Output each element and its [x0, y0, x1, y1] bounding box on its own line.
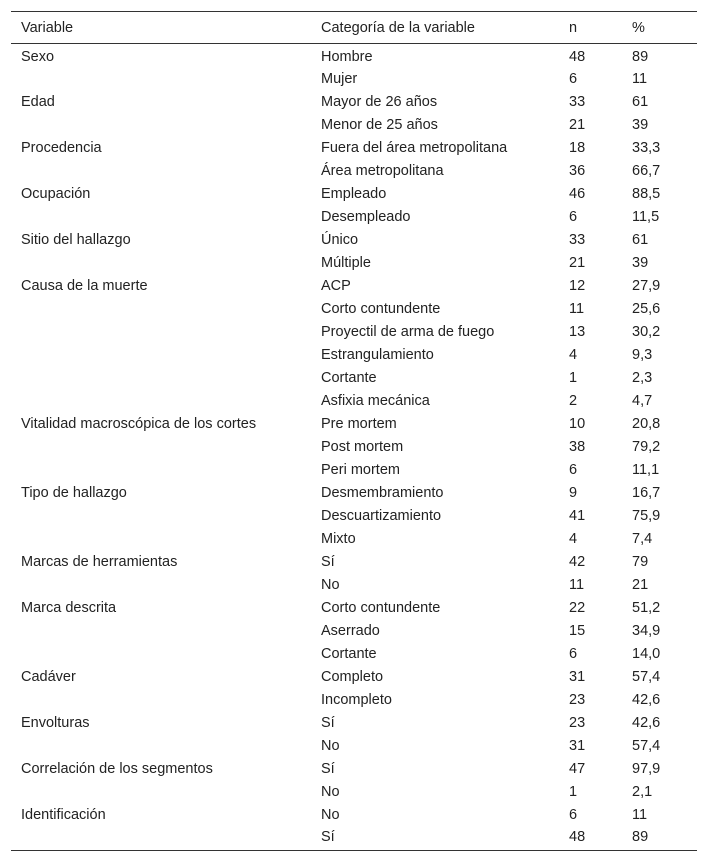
cell-percent: 14,0 — [632, 645, 661, 662]
cell-n: 38 — [569, 438, 586, 455]
cell-category: Corto contundente — [321, 300, 441, 317]
table-row — [11, 711, 697, 734]
cell-percent: 75,9 — [632, 507, 661, 524]
cell-category: Cortante — [321, 369, 377, 386]
table-row — [11, 366, 697, 389]
cell-category: Pre mortem — [321, 415, 397, 432]
cell-category: Peri mortem — [321, 461, 400, 478]
cell-percent: 21 — [632, 576, 649, 593]
cell-percent: 11 — [632, 70, 648, 87]
table-row — [11, 504, 697, 527]
cell-percent: 11,1 — [632, 461, 660, 478]
cell-percent: 97,9 — [632, 760, 661, 777]
cell-percent: 51,2 — [632, 599, 661, 616]
cell-category: No — [321, 783, 340, 800]
cell-variable: Correlación de los segmentos — [21, 760, 213, 777]
cell-percent: 33,3 — [632, 139, 661, 156]
cell-percent: 88,5 — [632, 185, 661, 202]
data-table-container — [11, 11, 697, 851]
table-row — [11, 205, 697, 228]
cell-variable — [11, 435, 311, 458]
table-header — [11, 12, 697, 44]
table-row — [11, 481, 697, 504]
cell-category: Sí — [321, 714, 335, 731]
cell-n: 48 — [569, 49, 586, 65]
table-row — [11, 619, 697, 642]
cell-category: Área metropolitana — [321, 162, 444, 179]
cell-n: 4 — [569, 530, 578, 547]
cell-n: 23 — [569, 714, 586, 731]
cell-category: Sí — [321, 553, 335, 570]
table-row — [11, 182, 697, 205]
cell-n: 15 — [569, 622, 586, 639]
table-row — [11, 113, 697, 136]
cell-n: 11 — [569, 300, 585, 317]
table-row — [11, 136, 697, 159]
cell-category: No — [321, 737, 340, 754]
cell-n: 6 — [569, 461, 578, 478]
cell-category: ACP — [321, 277, 351, 294]
cell-n: 31 — [569, 668, 586, 685]
cell-category: Proyectil de arma de fuego — [321, 323, 495, 340]
cell-variable — [11, 619, 311, 642]
cell-n: 11 — [569, 576, 585, 593]
cell-percent: 11,5 — [632, 208, 660, 225]
cell-percent: 27,9 — [632, 277, 661, 294]
cell-n: 10 — [569, 415, 586, 432]
cell-n: 42 — [569, 553, 586, 570]
cell-percent: 25,6 — [632, 300, 661, 317]
cell-n: 22 — [569, 599, 586, 616]
cell-variable: Tipo de hallazgo — [21, 484, 127, 501]
cell-percent: 57,4 — [632, 668, 661, 685]
cell-percent: 61 — [632, 231, 649, 248]
cell-category: Asfixia mecánica — [321, 392, 430, 409]
cell-category: Desempleado — [321, 208, 411, 225]
cell-n: 13 — [569, 323, 586, 340]
cell-n: 1 — [569, 783, 578, 800]
header-percent: % — [622, 12, 697, 44]
header-variable: Variable — [11, 12, 311, 44]
cell-variable — [11, 389, 311, 412]
cell-category: Corto contundente — [321, 599, 441, 616]
cell-percent: 61 — [632, 93, 649, 110]
table-row — [11, 780, 697, 803]
cell-category: No — [321, 806, 340, 823]
cell-percent: 89 — [632, 49, 649, 65]
cell-variable — [11, 504, 311, 527]
cell-percent: 42,6 — [632, 714, 661, 731]
table-row — [11, 274, 697, 297]
cell-n: 46 — [569, 185, 586, 202]
table-row — [11, 159, 697, 182]
cell-variable — [11, 527, 311, 550]
table-row — [11, 688, 697, 711]
cell-variable: Procedencia — [21, 139, 102, 156]
cell-category: Estrangulamiento — [321, 346, 434, 363]
cell-percent: 79 — [632, 553, 649, 570]
cell-n: 33 — [569, 93, 586, 110]
table-row — [11, 297, 697, 320]
cell-category: Único — [321, 231, 359, 248]
cell-category: Sí — [321, 760, 335, 777]
cell-variable — [11, 826, 311, 851]
cell-percent: 16,7 — [632, 484, 661, 501]
cell-category: Menor de 25 años — [321, 116, 438, 133]
cell-percent: 9,3 — [632, 346, 653, 363]
cell-percent: 39 — [632, 116, 649, 133]
table-row — [11, 389, 697, 412]
cell-n: 2 — [569, 392, 578, 409]
cell-n: 21 — [569, 116, 586, 133]
cell-category: Fuera del área metropolitana — [321, 139, 508, 156]
cell-percent: 66,7 — [632, 162, 661, 179]
header-category: Categoría de la variable — [311, 12, 559, 44]
cell-percent: 89 — [622, 826, 697, 851]
table-row — [11, 320, 697, 343]
cell-percent: 34,9 — [632, 622, 661, 639]
cell-percent: 2,3 — [632, 369, 653, 386]
cell-category: Completo — [321, 668, 384, 685]
cell-variable — [11, 67, 311, 90]
cell-variable — [11, 343, 311, 366]
table-row — [11, 458, 697, 481]
cell-n: 48 — [559, 826, 622, 851]
cell-category: Incompleto — [321, 691, 392, 708]
cell-percent: 42,6 — [632, 691, 661, 708]
cell-category: Cortante — [321, 645, 377, 662]
cell-percent: 20,8 — [632, 415, 661, 432]
cell-percent: 4,7 — [632, 392, 653, 409]
cell-category: Descuartizamiento — [321, 507, 442, 524]
table-row — [11, 44, 697, 68]
cell-percent: 57,4 — [632, 737, 661, 754]
cell-category: Post mortem — [321, 438, 404, 455]
header-row — [11, 12, 697, 44]
cell-variable — [11, 573, 311, 596]
table-row — [11, 642, 697, 665]
cell-variable: Envolturas — [21, 714, 90, 731]
cell-n: 41 — [569, 507, 586, 524]
cell-variable: Sexo — [21, 49, 55, 65]
cell-n: 33 — [569, 231, 586, 248]
cell-percent: 11 — [632, 806, 648, 823]
cell-variable — [11, 688, 311, 711]
cell-variable — [11, 642, 311, 665]
cell-percent: 7,4 — [632, 530, 653, 547]
cell-variable: Marcas de herramientas — [21, 553, 178, 570]
cell-n: 6 — [569, 645, 578, 662]
data-table — [11, 11, 697, 851]
cell-variable — [11, 205, 311, 228]
table-row — [11, 90, 697, 113]
cell-variable — [11, 113, 311, 136]
cell-variable: Edad — [21, 93, 55, 110]
cell-variable: Cadáver — [21, 668, 76, 685]
cell-variable: Causa de la muerte — [21, 277, 148, 294]
table-row — [11, 527, 697, 550]
cell-n: 1 — [569, 369, 578, 386]
cell-variable: Sitio del hallazgo — [21, 231, 131, 248]
cell-category: Mujer — [321, 70, 358, 87]
cell-category: Aserrado — [321, 622, 380, 639]
cell-variable: Ocupación — [21, 185, 91, 202]
cell-category: Desmembramiento — [321, 484, 444, 501]
table-row — [11, 550, 697, 573]
cell-n: 47 — [569, 760, 586, 777]
cell-n: 4 — [569, 346, 578, 363]
table-row — [11, 665, 697, 688]
cell-variable: Vitalidad macroscópica de los cortes — [21, 415, 257, 432]
cell-n: 6 — [569, 208, 578, 225]
cell-category: Hombre — [321, 49, 373, 65]
table-row — [11, 734, 697, 757]
cell-n: 23 — [569, 691, 586, 708]
cell-n: 36 — [569, 162, 586, 179]
cell-variable — [11, 366, 311, 389]
cell-category: Mixto — [321, 530, 356, 547]
cell-variable — [11, 780, 311, 803]
cell-variable — [11, 159, 311, 182]
table-row — [11, 412, 697, 435]
table-row — [11, 67, 697, 90]
table-row — [11, 757, 697, 780]
cell-variable: Identificación — [21, 806, 106, 823]
cell-category: Mayor de 26 años — [321, 93, 438, 110]
cell-category: No — [321, 576, 340, 593]
cell-category: Sí — [311, 826, 559, 851]
cell-n: 6 — [569, 806, 578, 823]
cell-category: Empleado — [321, 185, 387, 202]
cell-variable: Marca descrita — [21, 599, 117, 616]
table-row — [11, 573, 697, 596]
table-row — [11, 803, 697, 826]
table-row — [11, 435, 697, 458]
cell-percent: 79,2 — [632, 438, 661, 455]
cell-n: 18 — [569, 139, 586, 156]
cell-category: Múltiple — [321, 254, 371, 271]
cell-n: 31 — [569, 737, 586, 754]
table-body — [11, 44, 697, 851]
cell-variable — [11, 734, 311, 757]
cell-variable — [11, 297, 311, 320]
cell-variable — [11, 320, 311, 343]
cell-n: 6 — [569, 70, 578, 87]
table-row — [11, 251, 697, 274]
cell-variable — [11, 458, 311, 481]
cell-variable — [11, 251, 311, 274]
cell-percent: 39 — [632, 254, 649, 271]
cell-n: 9 — [569, 484, 578, 501]
table-row — [11, 826, 697, 851]
cell-n: 21 — [569, 254, 586, 271]
header-n: n — [559, 12, 622, 44]
table-row — [11, 343, 697, 366]
cell-percent: 2,1 — [632, 783, 653, 800]
table-row — [11, 228, 697, 251]
cell-n: 12 — [569, 277, 586, 294]
table-row — [11, 596, 697, 619]
cell-percent: 30,2 — [632, 323, 661, 340]
